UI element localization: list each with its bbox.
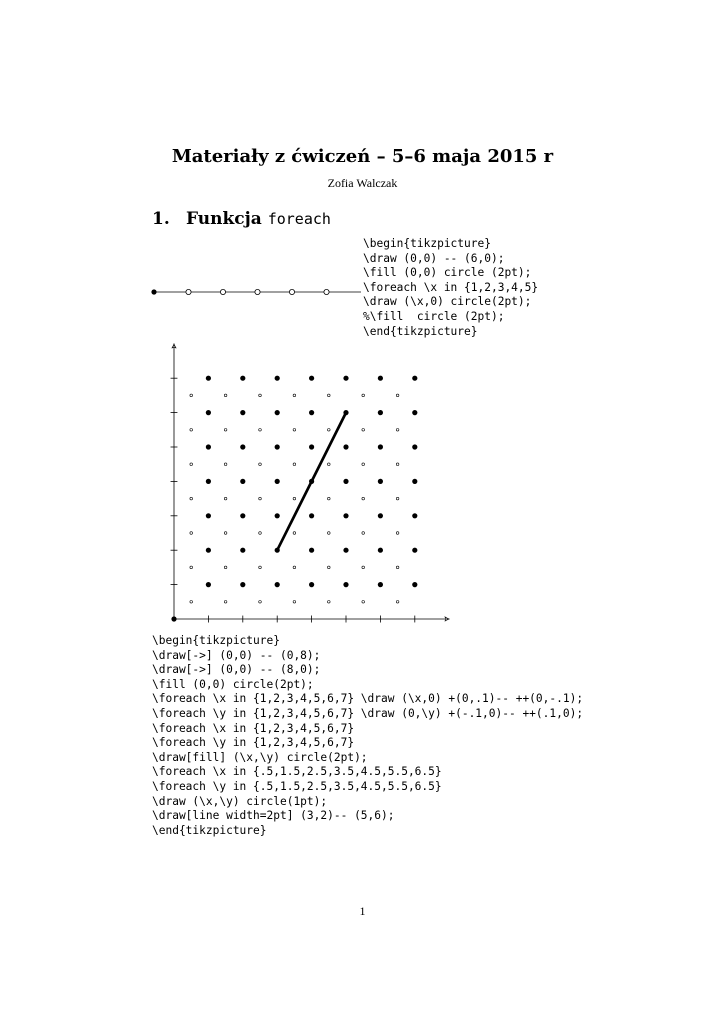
code-line: \draw (0,0) -- (6,0);: [363, 251, 505, 265]
open-dot: [396, 532, 399, 535]
filled-dot: [275, 410, 280, 415]
open-dot: [362, 394, 365, 397]
open-dot: [259, 601, 262, 604]
open-dot: [328, 394, 331, 397]
filled-dot: [240, 548, 245, 553]
section-title: Funkcja: [186, 209, 262, 229]
open-dot: [396, 429, 399, 432]
open-dot: [293, 463, 296, 466]
filled-dot: [309, 513, 314, 518]
open-dot: [396, 463, 399, 466]
code-line: \foreach \y in {1,2,3,4,5,6,7} \draw (0,\y) +(-.1,0)-- ++(.1,0);: [152, 706, 584, 720]
open-dot: [328, 497, 331, 500]
open-dot: [259, 532, 262, 535]
filled-dot: [240, 410, 245, 415]
section-code-word: foreach: [267, 210, 331, 228]
filled-dot: [206, 410, 211, 415]
filled-dot: [275, 513, 280, 518]
open-dot: [190, 601, 193, 604]
filled-dot: [309, 582, 314, 587]
open-dot: [190, 497, 193, 500]
open-dot: [224, 566, 227, 569]
open-dot: [293, 497, 296, 500]
open-dot: [362, 429, 365, 432]
open-dot: [190, 463, 193, 466]
filled-dot: [206, 376, 211, 381]
code-line: \draw[->] (0,0) -- (0,8);: [152, 648, 321, 662]
filled-dot: [275, 444, 280, 449]
open-dot: [259, 429, 262, 432]
filled-dot: [412, 548, 417, 553]
code-line: \end{tikzpicture}: [152, 823, 267, 837]
open-dot: [293, 394, 296, 397]
open-dot: [293, 532, 296, 535]
open-dot: [328, 601, 331, 604]
open-dot: [224, 497, 227, 500]
code-line: \draw[->] (0,0) -- (8,0);: [152, 663, 321, 677]
code-line: \begin{tikzpicture}: [363, 237, 491, 250]
open-dot: [190, 566, 193, 569]
open-dot: [362, 532, 365, 535]
filled-dot: [309, 444, 314, 449]
open-dot: [259, 566, 262, 569]
code-line: %\fill circle (2pt);: [363, 309, 505, 323]
filled-dot: [206, 548, 211, 553]
code-line: \end{tikzpicture}: [363, 324, 478, 338]
open-dot: [362, 566, 365, 569]
filled-dot: [206, 513, 211, 518]
filled-dot: [378, 410, 383, 415]
filled-dot: [412, 410, 417, 415]
filled-dot: [240, 582, 245, 587]
code-line: \foreach \x in {1,2,3,4,5}: [363, 280, 539, 294]
open-dot: [190, 532, 193, 535]
open-dot: [224, 429, 227, 432]
document-author: Zofia Walczak: [327, 176, 398, 190]
open-dot: [362, 497, 365, 500]
filled-dot: [412, 479, 417, 484]
filled-dot: [309, 410, 314, 415]
filled-dot: [378, 376, 383, 381]
code-line: \draw[line width=2pt] (3,2)-- (5,6);: [152, 809, 395, 823]
filled-dot: [343, 479, 348, 484]
open-dot: [259, 394, 262, 397]
filled-dot: [240, 479, 245, 484]
section-number: 1.: [152, 209, 170, 229]
code-line: \foreach \y in {.5,1.5,2.5,3.5,4.5,5.5,6.5}: [152, 779, 442, 793]
open-dot: [396, 566, 399, 569]
filled-dot: [378, 444, 383, 449]
open-dot: [224, 601, 227, 604]
filled-dot: [412, 513, 417, 518]
code-line: \foreach \y in {1,2,3,4,5,6,7}: [152, 736, 355, 750]
code-line: \foreach \x in {.5,1.5,2.5,3.5,4.5,5.5,6.5}: [152, 765, 442, 779]
filled-dot: [343, 376, 348, 381]
filled-dot: [206, 444, 211, 449]
filled-dot: [378, 582, 383, 587]
filled-dot: [378, 513, 383, 518]
code-line: \draw (\x,\y) circle(1pt);: [152, 794, 328, 808]
filled-dot: [309, 548, 314, 553]
open-dot: [328, 463, 331, 466]
open-dot: [396, 601, 399, 604]
filled-dot: [378, 479, 383, 484]
filled-dot: [240, 444, 245, 449]
open-dot: [224, 532, 227, 535]
code-listing-bottom: [152, 634, 583, 838]
filled-dot: [275, 376, 280, 381]
open-dot: [190, 429, 193, 432]
filled-dot: [343, 582, 348, 587]
origin-point: [171, 616, 176, 621]
code-line: \foreach \x in {1,2,3,4,5,6,7}: [152, 721, 355, 735]
filled-dot: [412, 444, 417, 449]
open-dot: [328, 566, 331, 569]
filled-dot: [206, 479, 211, 484]
filled-dot: [412, 376, 417, 381]
filled-dot: [309, 376, 314, 381]
filled-dot: [343, 548, 348, 553]
filled-dot: [378, 548, 383, 553]
open-dot: [293, 601, 296, 604]
open-dot: [293, 566, 296, 569]
open-dot: [328, 429, 331, 432]
open-dot: [224, 394, 227, 397]
open-dot: [328, 532, 331, 535]
thick-segment: [277, 413, 346, 551]
open-dot: [396, 394, 399, 397]
code-line: \draw (\x,0) circle(2pt);: [363, 295, 532, 309]
code-line: \fill (0,0) circle (2pt);: [363, 266, 532, 280]
open-dot: [224, 463, 227, 466]
open-dot: [293, 429, 296, 432]
filled-dot: [206, 582, 211, 587]
filled-dot: [343, 444, 348, 449]
filled-dot: [275, 479, 280, 484]
filled-dot: [275, 582, 280, 587]
open-dot: [259, 497, 262, 500]
code-line: \begin{tikzpicture}: [152, 634, 280, 647]
code-line: \draw[fill] (\x,\y) circle(2pt);: [152, 750, 368, 764]
filled-dot: [240, 513, 245, 518]
code-line: \foreach \x in {1,2,3,4,5,6,7} \draw (\x,0) +(0,.1)-- ++(0,-.1);: [152, 692, 584, 706]
document-title: Materiały z ćwiczeń – 5–6 maja 2015 r: [171, 146, 554, 167]
open-dot: [190, 394, 193, 397]
filled-dot: [240, 376, 245, 381]
open-dot: [362, 463, 365, 466]
open-dot: [396, 497, 399, 500]
open-dot: [362, 601, 365, 604]
filled-dot: [412, 582, 417, 587]
page-number: 1: [359, 904, 366, 918]
open-dot: [259, 463, 262, 466]
filled-dot: [343, 513, 348, 518]
code-line: \fill (0,0) circle(2pt);: [152, 677, 314, 691]
